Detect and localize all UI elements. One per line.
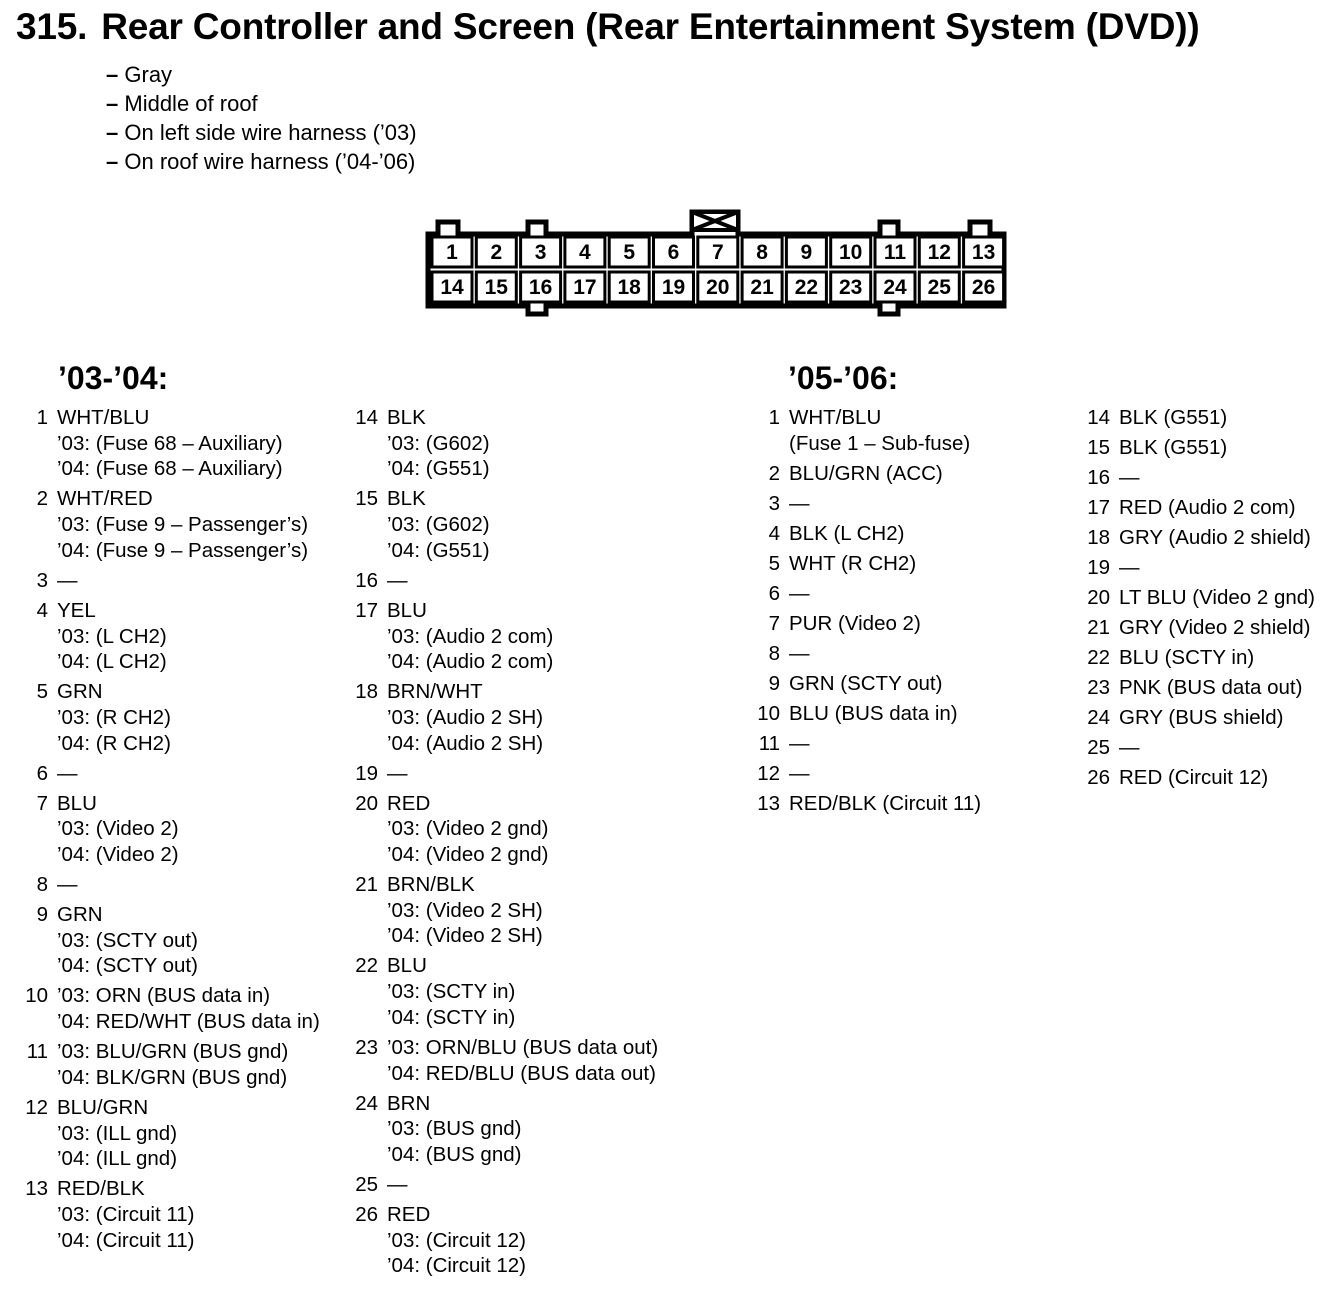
connector-pin-10: 10 [839, 241, 863, 264]
pin-number: 12 [25, 1095, 48, 1119]
pin-entry [24, 761, 320, 787]
pin-number: 21 [355, 873, 378, 897]
wire-detail: ’04: (SCTY out) [57, 954, 198, 978]
wire-color: GRY (Audio 2 shield) [1119, 526, 1311, 549]
pin-entry [1084, 525, 1315, 551]
wire-color: — [57, 761, 78, 785]
wire-detail: ’03: (G602) [387, 431, 490, 455]
pin-entry [756, 791, 981, 817]
wire-detail: ’03: (Fuse 68 – Auxiliary) [57, 431, 283, 455]
pin-number: 4 [36, 598, 48, 622]
wire-color: BLU/GRN [57, 1095, 149, 1119]
dash-bullet: – [106, 120, 119, 145]
pin-entry [1084, 495, 1315, 521]
pin-number: 6 [768, 581, 780, 605]
pin-entry [756, 701, 981, 727]
pin-entry [756, 611, 981, 637]
pin-number: 14 [355, 406, 378, 429]
wire-color: BLU [387, 598, 427, 622]
connector-pin-14: 14 [440, 276, 464, 299]
pin-entry [352, 679, 658, 756]
pin-number: 18 [1087, 526, 1110, 549]
pin-entry [756, 405, 981, 456]
pin-entry [352, 761, 658, 787]
wire-detail: ’04: (G551) [387, 538, 490, 562]
connector-pin-24: 24 [883, 276, 907, 299]
wire-color: — [789, 641, 810, 665]
wire-color: — [789, 491, 810, 515]
wire-detail: ’03: (Audio 2 com) [387, 624, 554, 648]
pin-number: 11 [26, 1040, 48, 1064]
pin-entry [352, 598, 658, 675]
wire-color: RED (Circuit 12) [1119, 766, 1269, 789]
pin-number: 15 [355, 487, 378, 511]
dash-bullet: – [106, 91, 119, 116]
pin-number: 2 [36, 487, 48, 511]
pin-entry [24, 598, 320, 675]
pin-entry [1084, 585, 1315, 611]
connector-pin-16: 16 [528, 276, 553, 299]
wire-color: GRY (Video 2 shield) [1119, 616, 1311, 639]
connector-info-list [106, 60, 417, 176]
pin-list-03-04-col2 [352, 405, 658, 1283]
pin-entry [1084, 405, 1315, 431]
pin-entry [24, 872, 320, 898]
wire-color: — [387, 1172, 408, 1196]
wire-color: RED/BLK (Circuit 11) [789, 791, 982, 815]
pin-entry [352, 568, 658, 594]
wire-color: — [57, 873, 78, 897]
connector-pin-25: 25 [927, 276, 951, 299]
wire-color: BRN/WHT [387, 680, 483, 704]
pin-number: 19 [1087, 556, 1110, 579]
wire-detail: ’03: (Fuse 9 – Passenger’s) [57, 513, 309, 537]
pin-number: 16 [1087, 466, 1110, 489]
pin-number: 17 [355, 598, 378, 622]
pin-entry [756, 641, 981, 667]
pin-number: 19 [355, 761, 378, 785]
wire-detail: ’04: BLK/GRN (BUS gnd) [57, 1065, 288, 1089]
wire-detail: ’04: RED/BLU (BUS data out) [387, 1061, 656, 1085]
pin-number: 7 [768, 611, 780, 635]
wire-color: BLU (BUS data in) [789, 701, 958, 725]
wire-color: — [387, 761, 408, 785]
pin-number: 23 [355, 1035, 378, 1059]
wire-detail: ’03: (L CH2) [57, 624, 167, 648]
connector-pin-15: 15 [484, 276, 508, 299]
connector-diagram [424, 208, 1008, 320]
wire-detail: ’04: RED/WHT (BUS data in) [57, 1010, 320, 1034]
wire-detail: ’04: (Audio 2 SH) [387, 731, 544, 755]
pin-number: 14 [1087, 406, 1110, 429]
wire-color: PUR (Video 2) [789, 611, 921, 635]
wire-color: GRY (BUS shield) [1119, 706, 1284, 729]
pin-number: 22 [1087, 646, 1110, 669]
connector-pin-21: 21 [750, 276, 774, 299]
wire-detail: ’03: (R CH2) [57, 705, 171, 729]
pin-number: 13 [757, 791, 780, 815]
pin-number: 26 [1087, 766, 1110, 789]
pin-entry [1084, 675, 1315, 701]
pin-entry [756, 761, 981, 787]
pin-entry [352, 1202, 658, 1279]
wire-detail: ’03: (Video 2) [57, 817, 179, 841]
pin-entry [756, 521, 981, 547]
wire-color: RED/BLK [57, 1177, 145, 1201]
wire-detail: ’03: (BUS gnd) [387, 1117, 522, 1141]
wire-color: — [1119, 556, 1140, 579]
wire-detail: ’03: (Circuit 11) [57, 1202, 195, 1226]
wire-color: BRN [387, 1091, 431, 1115]
wire-detail: ’04: (Circuit 12) [387, 1254, 526, 1278]
pin-entry [1084, 615, 1315, 641]
wire-color: LT BLU (Video 2 gnd) [1119, 586, 1316, 609]
wire-color: ’03: ORN (BUS data in) [57, 984, 271, 1008]
pin-entry [756, 731, 981, 757]
connector-pin-18: 18 [617, 276, 641, 299]
pin-entry [756, 551, 981, 577]
wire-detail: ’04: (BUS gnd) [387, 1142, 522, 1166]
connector-pin-23: 23 [839, 276, 863, 299]
wire-detail: ’04: (Video 2) [57, 843, 179, 867]
pin-number: 8 [36, 873, 48, 897]
pin-entry [352, 1172, 658, 1198]
pin-entry [1084, 555, 1315, 581]
connector-pin-1: 1 [446, 241, 458, 264]
connector-pin-8: 8 [756, 241, 768, 264]
pin-number: 6 [36, 761, 48, 785]
wire-color: BLU [57, 791, 97, 815]
wire-color: GRN [57, 680, 103, 704]
wire-color: GRN (SCTY out) [789, 671, 943, 695]
wire-detail: ’04: (Fuse 68 – Auxiliary) [57, 457, 283, 481]
pin-number: 18 [355, 680, 378, 704]
pin-list-03-04-col1 [24, 405, 320, 1258]
page-title [16, 6, 1200, 48]
section-title-05-06: ’05-’06: [788, 360, 899, 396]
pin-entry [352, 791, 658, 868]
connector-pin-4: 4 [579, 241, 591, 264]
wire-color: BLK (L CH2) [789, 521, 905, 545]
wire-detail: ’03: (Circuit 12) [387, 1228, 526, 1252]
wire-color: GRN [57, 903, 103, 927]
wire-color: BRN/BLK [387, 873, 475, 897]
pin-entry [756, 671, 981, 697]
pin-number: 15 [1087, 436, 1110, 459]
pin-number: 9 [36, 903, 48, 927]
wire-detail: ’04: (ILL gnd) [57, 1147, 178, 1171]
connector-pin-22: 22 [794, 276, 819, 299]
connector-pin-20: 20 [706, 276, 730, 299]
pin-number: 4 [768, 521, 780, 545]
wire-color: — [387, 568, 408, 592]
pin-number: 13 [25, 1177, 48, 1201]
info-color: – Gray [106, 62, 173, 87]
pin-number: 22 [355, 954, 378, 978]
pin-number: 24 [355, 1091, 378, 1115]
connector-pin-2: 2 [490, 241, 503, 264]
pin-number: 1 [36, 406, 48, 429]
pin-number: 9 [768, 671, 780, 695]
pin-number: 5 [768, 551, 780, 575]
pin-entry [352, 953, 658, 1030]
section-title-03-04: ’03-’04: [58, 360, 169, 396]
pin-entry [352, 1091, 658, 1168]
info-location: – Middle of roof [106, 91, 258, 116]
pin-entry [1084, 645, 1315, 671]
pin-number: 3 [36, 568, 48, 592]
pin-entry [24, 1176, 320, 1253]
wire-color: BLK (G551) [1119, 406, 1228, 429]
pin-number: 20 [355, 791, 378, 815]
pin-entry [1084, 435, 1315, 461]
pin-entry [24, 1095, 320, 1172]
pin-entry [24, 983, 320, 1034]
pin-entry [352, 872, 658, 949]
wire-detail: ’04: (Circuit 11) [57, 1228, 195, 1252]
pin-list-05-06-col2 [1084, 405, 1315, 795]
connector-pin-5: 5 [623, 241, 636, 264]
wire-detail: ’04: (R CH2) [57, 731, 171, 755]
wire-detail: ’04: (Fuse 9 – Passenger’s) [57, 538, 309, 562]
pin-number: 23 [1087, 676, 1110, 699]
pin-number: 17 [1087, 496, 1110, 519]
wire-detail: ’04: (G551) [387, 457, 490, 481]
pin-number: 24 [1087, 706, 1110, 729]
connector-pin-19: 19 [661, 276, 686, 299]
pin-list-05-06-col1 [756, 405, 981, 821]
pin-number: 12 [757, 761, 780, 785]
connector-pin-11: 11 [883, 241, 907, 264]
pin-entry [24, 791, 320, 868]
wire-color: — [57, 568, 78, 592]
pin-number: 5 [36, 680, 48, 704]
wire-color: BLK (G551) [1119, 436, 1228, 459]
pin-number: 25 [355, 1172, 378, 1196]
wire-detail: ’04: (Video 2 SH) [387, 924, 543, 948]
wire-color: WHT/BLU [57, 406, 150, 429]
pin-entry [756, 491, 981, 517]
wire-detail: ’03: (Video 2 SH) [387, 898, 543, 922]
pin-number: 10 [25, 984, 48, 1008]
pin-number: 7 [36, 791, 48, 815]
wire-color: RED (Audio 2 com) [1119, 496, 1296, 519]
pin-number: 21 [1087, 616, 1110, 639]
pin-entry [1084, 735, 1315, 761]
wire-detail: ’03: (G602) [387, 513, 490, 537]
pin-entry [352, 486, 658, 563]
connector-pin-3: 3 [534, 241, 547, 264]
wire-detail: ’03: (SCTY out) [57, 928, 198, 952]
wire-color: — [789, 581, 810, 605]
pin-entry [24, 568, 320, 594]
pin-number: 25 [1087, 736, 1110, 759]
wire-color: ’03: BLU/GRN (BUS gnd) [57, 1040, 289, 1064]
wire-color: BLK [387, 406, 426, 429]
wire-detail: ’04: (L CH2) [57, 650, 167, 674]
pin-number: 2 [768, 461, 780, 485]
pin-entry [352, 405, 658, 482]
connector-pin-7: 7 [711, 241, 724, 264]
wire-detail: ’04: (Video 2 gnd) [387, 843, 549, 867]
pin-number: 11 [758, 731, 780, 755]
pin-entry [24, 679, 320, 756]
wire-color: BLU [387, 954, 427, 978]
wire-detail: ’04: (SCTY in) [387, 1005, 516, 1029]
wire-color: WHT/RED [57, 487, 153, 511]
section-number: 315. [16, 6, 88, 47]
wire-color: BLU/GRN (ACC) [789, 461, 943, 485]
section-title: Rear Controller and Screen (Rear Entertainment System (DVD)) [101, 6, 1200, 47]
wire-color: BLU (SCTY in) [1119, 646, 1255, 669]
pin-entry [24, 486, 320, 563]
wire-color: — [1119, 736, 1140, 759]
pin-entry [1084, 465, 1315, 491]
wire-detail: ’03: (ILL gnd) [57, 1121, 178, 1145]
pin-entry [1084, 765, 1315, 791]
pin-entry [756, 461, 981, 487]
pin-entry [24, 1039, 320, 1090]
dash-bullet: – [106, 62, 119, 87]
pin-number: 26 [355, 1202, 378, 1226]
pin-entry [352, 1035, 658, 1086]
wire-color: RED [387, 1202, 431, 1226]
wire-color: — [789, 731, 810, 755]
pin-number: 8 [768, 641, 780, 665]
dash-bullet: – [106, 149, 119, 174]
pin-number: 3 [768, 491, 780, 515]
wire-color: BLK [387, 487, 426, 511]
wire-color: PNK (BUS data out) [1119, 676, 1303, 699]
pin-entry [756, 581, 981, 607]
wire-detail: ’03: (Audio 2 SH) [387, 705, 544, 729]
info-harness-03: – On left side wire harness (’03) [106, 120, 417, 145]
wire-color: ’03: ORN/BLU (BUS data out) [387, 1035, 659, 1059]
info-harness-04-06: – On roof wire harness (’04-’06) [106, 149, 416, 174]
wire-detail: ’03: (Video 2 gnd) [387, 817, 549, 841]
pin-number: 16 [355, 568, 378, 592]
connector-pin-9: 9 [800, 241, 813, 264]
connector-pin-6: 6 [667, 241, 680, 264]
connector-pin-13: 13 [971, 241, 996, 264]
connector-pin-12: 12 [927, 241, 951, 264]
pin-entry [1084, 705, 1315, 731]
wire-detail: ’03: (SCTY in) [387, 980, 516, 1004]
pin-number: 1 [768, 406, 780, 429]
wire-detail: (Fuse 1 – Sub-fuse) [789, 431, 971, 455]
wire-detail: ’04: (Audio 2 com) [387, 650, 554, 674]
pin-entry [24, 405, 320, 482]
connector-pin-26: 26 [971, 276, 996, 299]
connector-pin-17: 17 [573, 276, 597, 299]
pin-number: 10 [757, 701, 780, 725]
wire-color: RED [387, 791, 431, 815]
pin-entry [24, 902, 320, 979]
wire-color: — [1119, 466, 1140, 489]
wire-color: YEL [57, 598, 96, 622]
wire-color: — [789, 761, 810, 785]
wire-color: WHT/BLU [789, 406, 882, 429]
wire-color: WHT (R CH2) [789, 551, 917, 575]
pin-number: 20 [1087, 586, 1110, 609]
